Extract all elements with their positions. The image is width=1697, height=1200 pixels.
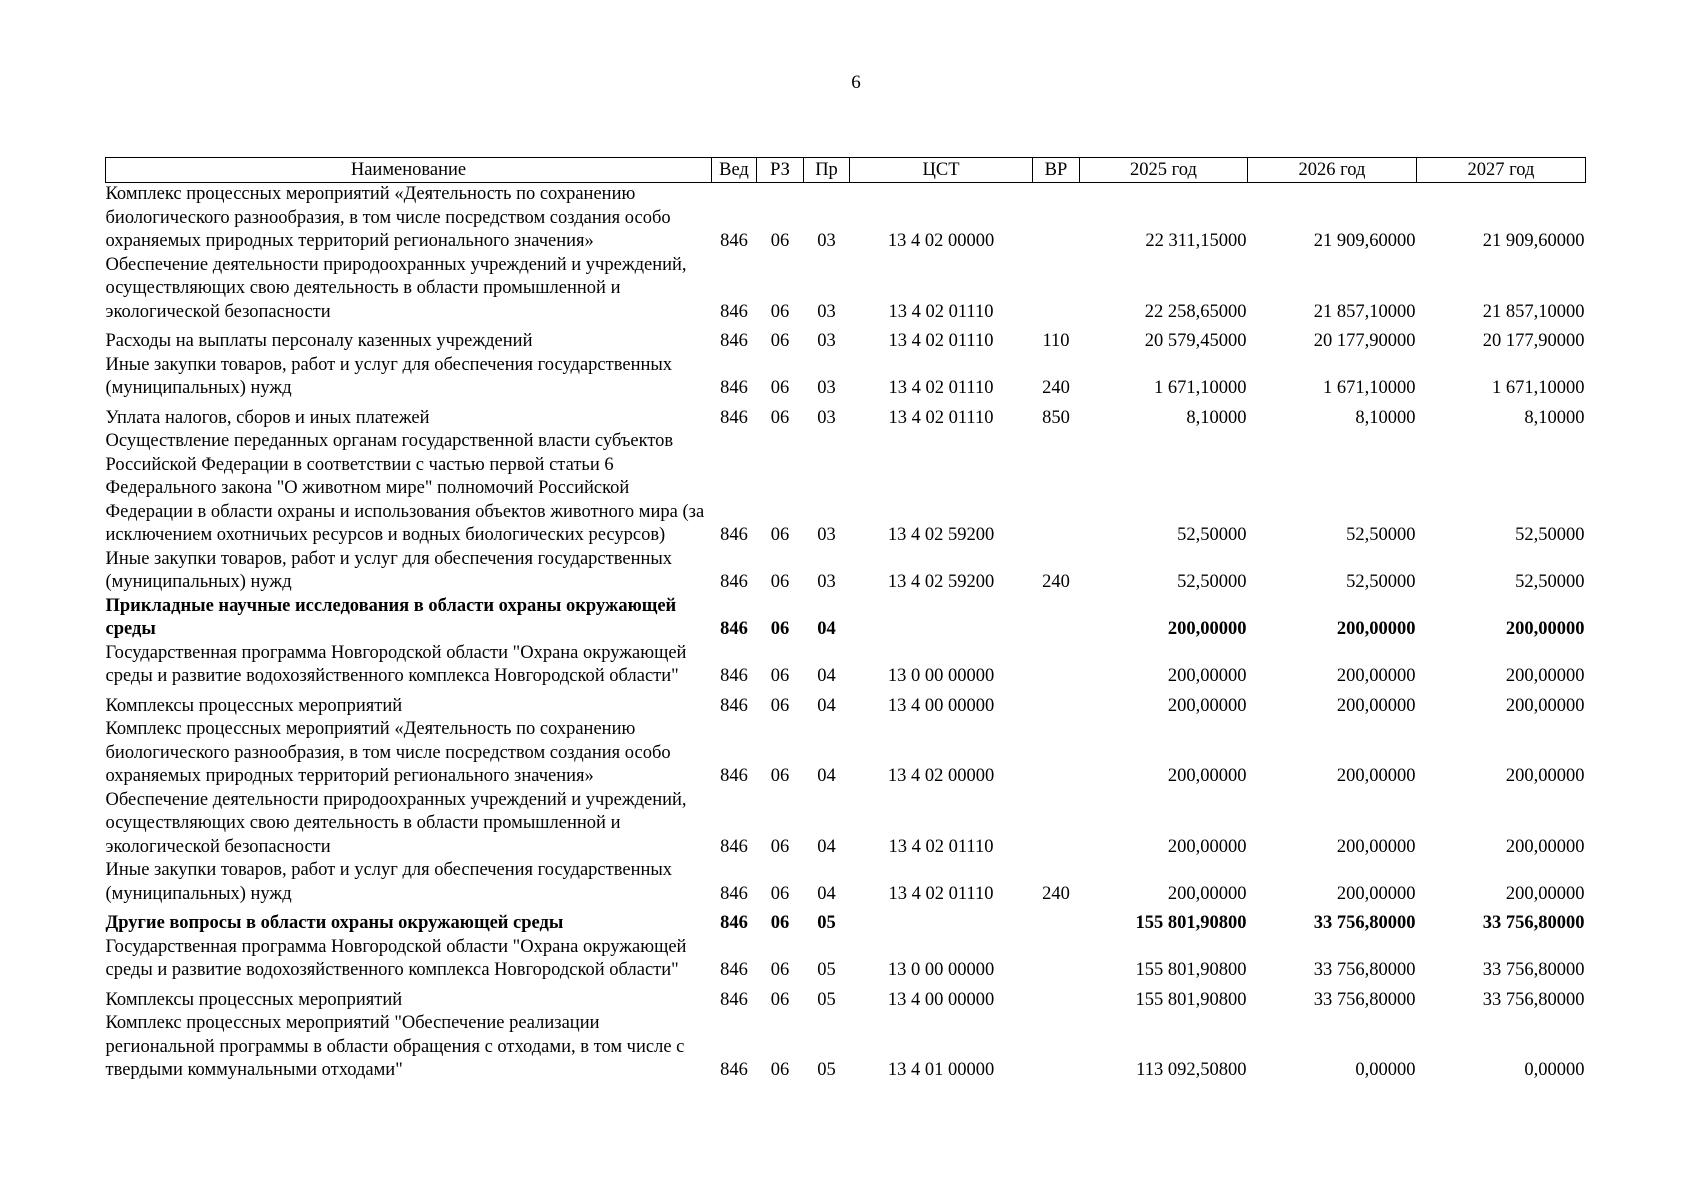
cell-2027: 8,10000 — [1524, 407, 1585, 428]
header-2027: 2027 год — [1417, 158, 1586, 183]
cell-vr: 110 — [1042, 331, 1070, 351]
cell-2027: 0,00000 — [1524, 1060, 1585, 1080]
cell-2026: 33 756,80000 — [1313, 960, 1416, 980]
cell-2027: 33 756,80000 — [1482, 989, 1585, 1010]
cell-pr: 04 — [817, 836, 836, 857]
cell-vr — [1033, 254, 1080, 325]
cell-ved: 846 — [720, 913, 748, 933]
header-cst: ЦСТ — [850, 158, 1033, 183]
cell-ved: 846 — [720, 989, 748, 1010]
cell-name: Государственная программа Новгородской области "Охрана окружающей среды и развитие водохозяйственного комплекса Новгородской области" — [105, 642, 687, 686]
cell-2027: 1 671,10000 — [1492, 378, 1585, 398]
cell-rz: 06 — [770, 407, 790, 428]
cell-2026: 20 177,90000 — [1313, 331, 1416, 351]
cell-vr: 850 — [1042, 407, 1070, 428]
cell-pr: 05 — [817, 960, 836, 980]
cell-cst: 13 4 02 59200 — [887, 525, 995, 545]
cell-pr: 05 — [817, 989, 836, 1010]
cell-2026: 1 671,10000 — [1323, 378, 1416, 398]
cell-name: Другие вопросы в области охраны окружающей среды — [105, 913, 564, 933]
cell-2026: 200,00000 — [1336, 666, 1416, 686]
cell-rz: 06 — [770, 525, 790, 545]
cell-pr: 03 — [817, 572, 836, 592]
cell-2026: 52,50000 — [1346, 525, 1416, 545]
cell-name: Комплекс процессных мероприятий «Деятельность по сохранению биологического разнообразия, в том числе посредством создания особо охраняемых природных территорий регионального значения» — [105, 184, 671, 251]
cell-pr: 04 — [817, 883, 836, 904]
cell-cst — [850, 906, 1033, 936]
cell-vr — [1033, 689, 1080, 719]
cell-2025: 200,00000 — [1167, 766, 1247, 786]
cell-2026: 200,00000 — [1336, 883, 1416, 904]
table-row — [106, 354, 1586, 401]
table-row — [106, 689, 1586, 719]
cell-pr: 03 — [817, 301, 836, 322]
cell-ved: 846 — [720, 378, 748, 398]
cell-2027: 200,00000 — [1505, 836, 1585, 857]
cell-ved: 846 — [720, 301, 748, 322]
cell-vr: 240 — [1042, 572, 1070, 592]
cell-2025: 22 311,15000 — [1145, 231, 1247, 251]
cell-name: Комплекс процессных мероприятий "Обеспечение реализации региональной программы в области обращения с отходами, в том числе с твердыми коммунальными отходами" — [105, 1013, 685, 1080]
cell-2025: 200,00000 — [1167, 666, 1247, 686]
cell-2027: 21 909,60000 — [1482, 231, 1585, 251]
cell-name: Комплекс процессных мероприятий «Деятельность по сохранению биологического разнообразия, в том числе посредством создания особо охраняемых природных территорий регионального значения» — [105, 719, 671, 786]
cell-2026: 33 756,80000 — [1313, 989, 1416, 1010]
budget-table — [105, 157, 1586, 1083]
cell-cst: 13 0 00 00000 — [887, 666, 995, 686]
cell-rz: 06 — [770, 766, 790, 786]
cell-pr: 05 — [817, 913, 836, 933]
cell-pr: 04 — [817, 766, 836, 786]
cell-ved: 846 — [720, 407, 748, 428]
table-row — [106, 595, 1586, 642]
cell-2027: 21 857,10000 — [1482, 301, 1585, 322]
cell-rz: 06 — [770, 913, 790, 933]
cell-name: Комплексы процессных мероприятий — [105, 695, 403, 716]
cell-2027: 200,00000 — [1505, 766, 1585, 786]
cell-2027: 200,00000 — [1505, 619, 1585, 639]
cell-2027: 200,00000 — [1505, 666, 1585, 686]
cell-2027: 200,00000 — [1505, 695, 1585, 716]
cell-ved: 846 — [720, 1060, 748, 1080]
cell-pr: 05 — [817, 1060, 836, 1080]
cell-pr: 03 — [817, 407, 836, 428]
cell-name: Прикладные научные исследования в области охраны окружающей среды — [105, 595, 677, 639]
cell-2025: 155 801,90800 — [1135, 960, 1247, 980]
cell-vr — [1033, 906, 1080, 936]
cell-2025: 200,00000 — [1167, 695, 1247, 716]
cell-cst: 13 4 00 00000 — [887, 989, 995, 1010]
cell-ved: 846 — [720, 572, 748, 592]
cell-name: Обеспечение деятельности природоохранных учреждений и учреждений, осуществляющих свою деятельность в области промышленной и экологической безопасности — [105, 254, 687, 322]
cell-name: Государственная программа Новгородской области "Охрана окружающей среды и развитие водохозяйственного комплекса Новгородской области" — [105, 936, 687, 980]
header-name: Наименование — [106, 158, 712, 183]
cell-cst: 13 4 02 01110 — [888, 378, 994, 398]
table-row — [106, 859, 1586, 906]
page-number: 6 — [851, 72, 861, 93]
cell-ved: 846 — [720, 525, 748, 545]
cell-2025: 113 092,50800 — [1136, 1060, 1247, 1080]
cell-vr — [1033, 595, 1080, 642]
table-row — [106, 1012, 1586, 1083]
cell-cst: 13 4 00 00000 — [887, 695, 995, 716]
cell-ved: 846 — [720, 960, 748, 980]
table-row — [106, 936, 1586, 983]
cell-ved: 846 — [720, 619, 748, 639]
cell-2025: 52,50000 — [1177, 525, 1247, 545]
table-header-row — [106, 158, 1586, 183]
cell-rz: 06 — [770, 231, 790, 251]
cell-rz: 06 — [770, 301, 790, 322]
cell-ved: 846 — [720, 231, 748, 251]
cell-2026: 8,10000 — [1355, 407, 1416, 428]
cell-rz: 06 — [770, 666, 790, 686]
table-row — [106, 324, 1586, 354]
cell-ved: 846 — [720, 883, 748, 904]
cell-cst: 13 4 02 01110 — [888, 331, 994, 351]
table-row — [106, 254, 1586, 325]
table-row — [106, 718, 1586, 789]
cell-cst: 13 0 00 00000 — [887, 960, 995, 980]
table-body — [106, 183, 1586, 1083]
cell-2025: 200,00000 — [1167, 619, 1247, 639]
cell-2025: 155 801,90800 — [1135, 913, 1247, 933]
cell-name: Иные закупки товаров, работ и услуг для обеспечения государственных (муниципальных) нужд — [105, 548, 673, 592]
cell-cst: 13 4 02 01110 — [888, 883, 994, 904]
table-row — [106, 183, 1586, 254]
cell-name: Обеспечение деятельности природоохранных учреждений и учреждений, осуществляющих свою деятельность в области промышленной и экологической безопасности — [105, 789, 687, 857]
cell-2027: 52,50000 — [1515, 572, 1585, 592]
cell-2025: 20 579,45000 — [1144, 331, 1247, 351]
cell-2026: 0,00000 — [1355, 1060, 1416, 1080]
table-row — [106, 983, 1586, 1013]
cell-2026: 200,00000 — [1336, 619, 1416, 639]
cell-2025: 52,50000 — [1177, 572, 1247, 592]
cell-cst: 13 4 02 59200 — [887, 572, 995, 592]
cell-rz: 06 — [770, 572, 790, 592]
cell-vr — [1033, 789, 1080, 860]
cell-vr — [1033, 430, 1080, 548]
cell-2026: 21 857,10000 — [1313, 301, 1416, 322]
cell-name: Комплексы процессных мероприятий — [105, 989, 403, 1010]
cell-cst: 13 4 02 00000 — [887, 766, 995, 786]
cell-2027: 33 756,80000 — [1482, 913, 1585, 933]
cell-vr: 240 — [1042, 883, 1070, 904]
cell-vr — [1033, 1012, 1080, 1083]
cell-2027: 20 177,90000 — [1482, 331, 1585, 351]
header-2026: 2026 год — [1248, 158, 1417, 183]
cell-name: Уплата налогов, сборов и иных платежей — [105, 407, 430, 428]
header-2025: 2025 год — [1080, 158, 1248, 183]
header-vr: ВР — [1033, 158, 1080, 183]
cell-cst: 13 4 02 00000 — [887, 231, 995, 251]
cell-rz: 06 — [770, 619, 790, 639]
cell-name: Иные закупки товаров, работ и услуг для обеспечения государственных (муниципальных) нужд — [105, 860, 673, 904]
cell-pr: 03 — [817, 331, 836, 351]
header-pr: Пр — [804, 158, 850, 183]
cell-pr: 04 — [817, 666, 836, 686]
cell-cst: 13 4 01 00000 — [887, 1060, 995, 1080]
cell-vr: 240 — [1042, 378, 1070, 398]
cell-rz: 06 — [770, 989, 790, 1010]
cell-ved: 846 — [720, 766, 748, 786]
cell-2026: 21 909,60000 — [1313, 231, 1416, 251]
cell-ved: 846 — [720, 836, 748, 857]
cell-rz: 06 — [770, 836, 790, 857]
header-ved: Вед — [712, 158, 757, 183]
cell-name: Иные закупки товаров, работ и услуг для обеспечения государственных (муниципальных) нужд — [105, 354, 673, 398]
cell-2026: 52,50000 — [1346, 572, 1416, 592]
cell-vr — [1033, 183, 1080, 254]
cell-cst — [850, 595, 1033, 642]
cell-ved: 846 — [720, 666, 748, 686]
cell-2026: 200,00000 — [1336, 766, 1416, 786]
cell-cst: 13 4 02 01110 — [888, 836, 994, 857]
cell-ved: 846 — [720, 695, 748, 716]
cell-2027: 33 756,80000 — [1482, 960, 1585, 980]
cell-cst: 13 4 02 01110 — [888, 407, 994, 428]
cell-rz: 06 — [770, 331, 790, 351]
cell-rz: 06 — [770, 695, 790, 716]
table-row — [106, 548, 1586, 595]
cell-pr: 04 — [817, 619, 836, 639]
cell-pr: 04 — [817, 695, 836, 716]
cell-vr — [1033, 718, 1080, 789]
cell-2025: 200,00000 — [1167, 836, 1247, 857]
table-row — [106, 906, 1586, 936]
table-row — [106, 789, 1586, 860]
table-row — [106, 401, 1586, 431]
cell-2025: 200,00000 — [1167, 883, 1247, 904]
cell-2026: 200,00000 — [1336, 695, 1416, 716]
cell-2025: 1 671,10000 — [1154, 378, 1247, 398]
cell-ved: 846 — [720, 331, 748, 351]
cell-2027: 52,50000 — [1515, 525, 1585, 545]
cell-pr: 03 — [817, 231, 836, 251]
cell-2025: 22 258,65000 — [1144, 301, 1247, 322]
cell-pr: 03 — [817, 525, 836, 545]
cell-name: Осуществление переданных органам государственной власти субъектов Российской Федерации в соответствии с частью первой статьи 6 Федерального закона "О животном мире" полномочий Российской Федерации в области охраны и использования объектов животного мира (за исключением охотничьих ресурсов и водных биологических ресурсов) — [105, 431, 705, 545]
cell-rz: 06 — [770, 883, 790, 904]
cell-2025: 155 801,90800 — [1135, 989, 1247, 1010]
cell-pr: 03 — [817, 378, 836, 398]
cell-vr — [1033, 983, 1080, 1013]
header-rz: РЗ — [757, 158, 804, 183]
cell-rz: 06 — [770, 378, 790, 398]
cell-cst: 13 4 02 01110 — [888, 301, 994, 322]
table-row — [106, 430, 1586, 548]
cell-rz: 06 — [770, 1060, 790, 1080]
cell-2026: 33 756,80000 — [1313, 913, 1416, 933]
cell-rz: 06 — [770, 960, 790, 980]
cell-2027: 200,00000 — [1505, 883, 1585, 904]
cell-vr — [1033, 936, 1080, 983]
cell-vr — [1033, 642, 1080, 689]
cell-2026: 200,00000 — [1336, 836, 1416, 857]
table-row — [106, 642, 1586, 689]
cell-2025: 8,10000 — [1186, 407, 1247, 428]
cell-name: Расходы на выплаты персоналу казенных учреждений — [105, 331, 533, 351]
